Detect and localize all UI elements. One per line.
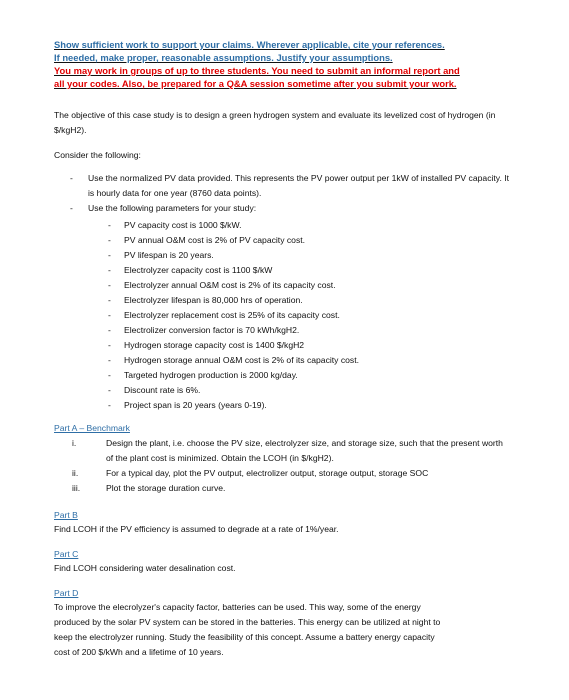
list-item-text: Use the normalized PV data provided. This represents the PV power output per 1kW of installed PV capacity. It is hourly data for one year (8760 data points). (88, 173, 509, 198)
objective-paragraph: The objective of this case study is to design a green hydrogen system and evaluate its levelized cost of hydrogen (in $/kgH2). (54, 110, 496, 135)
dash-bullet: - (108, 280, 111, 290)
part-d-title: Part D (54, 588, 79, 598)
parameter-text: Electrolyzer lifespan is 80,000 hrs of operation. (124, 295, 303, 305)
parameter-text: Electrolizer conversion factor is 70 kWh/kgH2. (124, 325, 300, 335)
list-item (108, 263, 518, 278)
part-a-list (60, 436, 510, 496)
list-item (60, 481, 510, 496)
dash-bullet: - (70, 203, 73, 213)
part-d-line: produced by the solar PV system can be stored in the batteries. This energy can be utilized at night to (54, 617, 441, 627)
list-item (108, 233, 518, 248)
item-number: iii. (72, 483, 81, 493)
list-item (60, 436, 510, 466)
parameter-text: Project span is 20 years (years 0-19). (124, 400, 267, 410)
parameter-text: Discount rate is 6%. (124, 385, 201, 395)
list-item (70, 201, 510, 216)
part-b-text: Find LCOH if the PV efficiency is assumed to degrade at a rate of 1%/year. (54, 524, 339, 534)
list-item (108, 218, 518, 233)
list-item (108, 368, 518, 383)
instruction-line: You may work in groups of up to three students. You need to submit an informal report and (54, 65, 460, 76)
list-item (108, 248, 518, 263)
list-item (108, 398, 518, 413)
instructions-header (54, 38, 524, 90)
instruction-line: all your codes. Also, be prepared for a Q&A session sometime after you submit your work. (54, 78, 457, 89)
bullet-list (70, 171, 510, 216)
list-item (70, 171, 510, 201)
dash-bullet: - (108, 370, 111, 380)
item-text: Design the plant, i.e. choose the PV size, electrolyzer size, and storage size, such that the present worth of the plant cost is minimized. Obtain the LCOH (in $/kgH2). (106, 438, 503, 463)
parameter-text: Hydrogen storage annual O&M cost is 2% of its capacity cost. (124, 355, 360, 365)
dash-bullet: - (108, 265, 111, 275)
dash-bullet: - (108, 310, 111, 320)
part-d-line: To improve the elecrolyzer's capacity factor, batteries can be used. This way, some of the energy (54, 602, 421, 612)
list-item-text: Use the following parameters for your study: (88, 203, 257, 213)
consider-label: Consider the following: (54, 150, 141, 160)
dash-bullet: - (108, 220, 111, 230)
parameter-list (108, 218, 518, 413)
part-c-text: Find LCOH considering water desalination cost. (54, 563, 236, 573)
list-item (108, 278, 518, 293)
list-item (108, 308, 518, 323)
dash-bullet: - (108, 355, 111, 365)
list-item (108, 323, 518, 338)
parameter-text: Hydrogen storage capacity cost is 1400 $/kgH2 (124, 340, 305, 350)
list-item (60, 466, 510, 481)
instruction-line: Show sufficient work to support your claims. Wherever applicable, cite your references. (54, 39, 445, 50)
item-text: Plot the storage duration curve. (106, 483, 226, 493)
part-c-title: Part C (54, 549, 79, 559)
dash-bullet: - (108, 250, 111, 260)
list-item (108, 338, 518, 353)
item-number: i. (72, 438, 77, 448)
list-item (108, 383, 518, 398)
dash-bullet: - (108, 295, 111, 305)
part-d-line: keep the electrolyzer running. Study the feasibility of this concept. Assume a battery energy capacity (54, 632, 435, 642)
dash-bullet: - (108, 235, 111, 245)
part-a-title: Part A – Benchmark (54, 423, 130, 433)
parameter-text: Targeted hydrogen production is 2000 kg/day. (124, 370, 298, 380)
part-d-text (54, 600, 514, 660)
item-number: ii. (72, 468, 79, 478)
parameter-text: Electrolyzer annual O&M cost is 2% of its capacity cost. (124, 280, 336, 290)
dash-bullet: - (108, 400, 111, 410)
part-b-title: Part B (54, 510, 78, 520)
parameter-text: PV annual O&M cost is 2% of PV capacity cost. (124, 235, 306, 245)
instruction-line: If needed, make proper, reasonable assumptions. Justify your assumptions. (54, 52, 393, 63)
item-text: For a typical day, plot the PV output, electrolizer output, storage output, storage SOC (106, 468, 429, 478)
list-item (108, 293, 518, 308)
dash-bullet: - (108, 340, 111, 350)
part-d-line: cost of 200 $/kWh and a lifetime of 10 years. (54, 647, 224, 657)
dash-bullet: - (70, 173, 73, 183)
parameter-text: PV lifespan is 20 years. (124, 250, 214, 260)
parameter-text: Electrolyzer replacement cost is 25% of its capacity cost. (124, 310, 340, 320)
parameter-text: Electrolyzer capacity cost is 1100 $/kW (124, 265, 273, 275)
dash-bullet: - (108, 385, 111, 395)
dash-bullet: - (108, 325, 111, 335)
list-item (108, 353, 518, 368)
parameter-text: PV capacity cost is 1000 $/kW. (124, 220, 242, 230)
